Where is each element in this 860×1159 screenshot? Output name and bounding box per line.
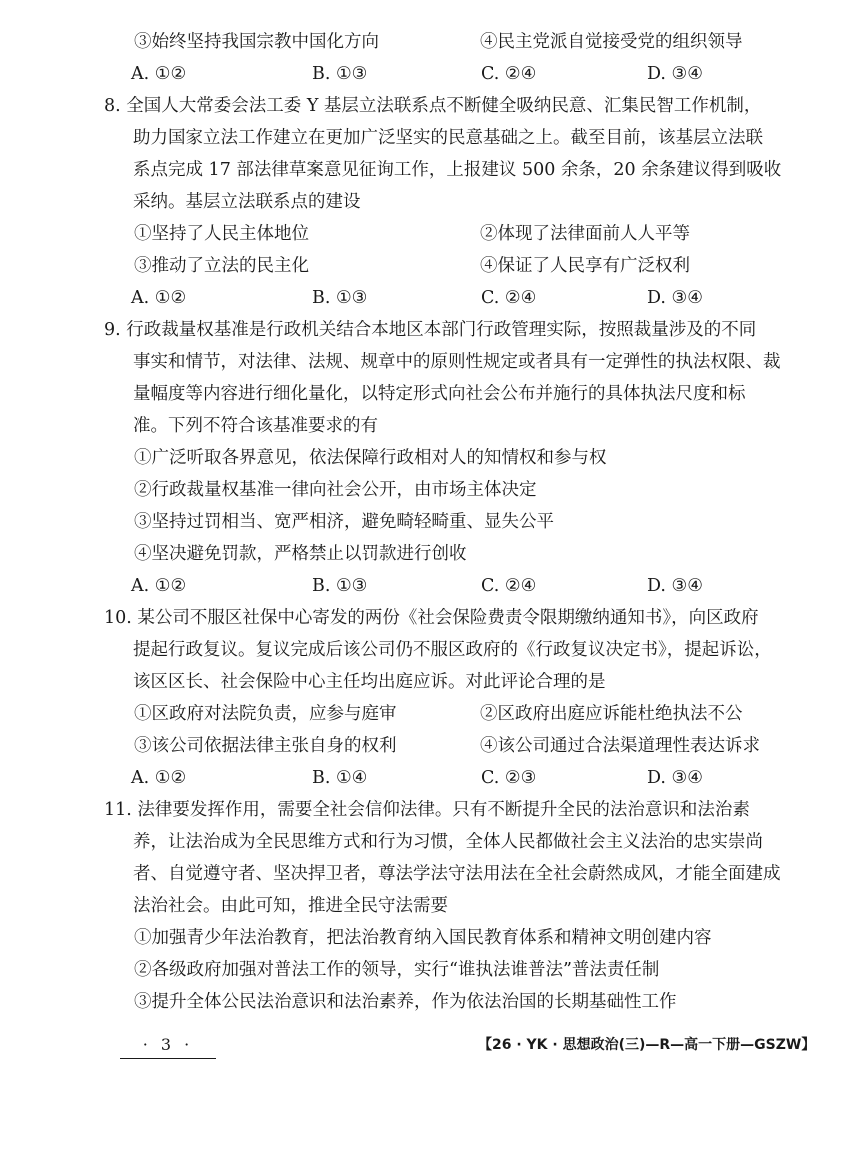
q9-statement-4: ④坚决避免罚款，严格禁止以罚款进行创收 [134,544,467,564]
q11-stem-line-3: 者、自觉遵守者、坚决捍卫者，尊法学法守法用法在全社会蔚然成风，才能全面建成 [133,864,781,884]
q10-choice-a: A. ①② [131,768,187,788]
q9-stem-line-4: 准。下列不符合该基准要求的有 [133,416,378,436]
q11-statement-2: ②各级政府加强对普法工作的领导，实行“谁执法谁普法”普法责任制 [134,960,660,980]
q10-stem-line-1: 10. 某公司不服区社保中心寄发的两份《社会保险费责令限期缴纳通知书》，向区政府 [104,608,759,628]
q9-choice-d: D. ③④ [647,576,703,596]
q8-choice-b: B. ①③ [312,288,368,308]
q10-statement-4: ④该公司通过合法渠道理性表达诉求 [480,736,760,756]
q11-stem-line-4: 法治社会。由此可知，推进全民守法需要 [133,896,448,916]
q10-stem-line-3: 该区区长、社会保险中心主任均出庭应诉。对此评论合理的是 [133,672,606,692]
exam-code: 【26 · YK · 思想政治(三)—R—高一下册—GSZW】 [478,1037,816,1053]
q7-choice-a: A. ①② [131,64,187,84]
q8-stem-line-3: 系点完成 17 部法律草案意见征询工作，上报建议 500 余条，20 余条建议得到吸收 [133,160,782,180]
q10-choice-d: D. ③④ [647,768,703,788]
q11-statement-1: ①加强青少年法治教育，把法治教育纳入国民教育体系和精神文明创建内容 [134,928,712,948]
q9-stem-line-1: 9. 行政裁量权基准是行政机关结合本地区本部门行政管理实际，按照裁量涉及的不同 [104,320,757,340]
q9-statement-1: ①广泛听取各界意见，依法保障行政相对人的知情权和参与权 [134,448,607,468]
q7-statement-3: ③始终坚持我国宗教中国化方向 [134,32,379,52]
q8-choice-c: C. ②④ [481,288,537,308]
q10-stem-line-2: 提起行政复议。复议完成后该公司仍不服区政府的《行政复议决定书》，提起诉讼， [133,640,772,660]
q7-choice-d: D. ③④ [647,64,703,84]
q11-stem-line-1: 11. 法律要发挥作用，需要全社会信仰法律。只有不断提升全民的法治意识和法治素 [104,800,750,820]
q8-stem-line-4: 采纳。基层立法联系点的建设 [133,192,361,212]
q10-statement-2: ②区政府出庭应诉能杜绝执法不公 [480,704,743,724]
q7-choice-c: C. ②④ [481,64,537,84]
q7-statement-4: ④民主党派自觉接受党的组织领导 [480,32,743,52]
q9-statement-2: ②行政裁量权基准一律向社会公开，由市场主体决定 [134,480,537,500]
q8-choice-a: A. ①② [131,288,187,308]
q9-choice-a: A. ①② [131,576,187,596]
q11-statement-3: ③提升全体公民法治意识和法治素养，作为依法治国的长期基础性工作 [134,992,677,1012]
q9-choice-b: B. ①③ [312,576,368,596]
q8-statement-3: ③推动了立法的民主化 [134,256,309,276]
q8-stem-line-1: 8. 全国人大常委会法工委 Y 基层立法联系点不断健全吸纳民意、汇集民智工作机制， [104,96,762,116]
q10-statement-3: ③该公司依据法律主张自身的权利 [134,736,397,756]
q10-choice-b: B. ①④ [312,768,368,788]
q8-choice-d: D. ③④ [647,288,703,308]
q10-statement-1: ①区政府对法院负责，应参与庭审 [134,704,397,724]
q8-statement-4: ④保证了人民享有广泛权利 [480,256,690,276]
q10-choice-c: C. ②③ [481,768,537,788]
q9-statement-3: ③坚持过罚相当、宽严相济，避免畸轻畸重、显失公平 [134,512,554,532]
q9-stem-line-3: 量幅度等内容进行细化量化，以特定形式向社会公布并施行的具体执法尺度和标 [133,384,746,404]
q8-statement-1: ①坚持了人民主体地位 [134,224,309,244]
q8-stem-line-2: 助力国家立法工作建立在更加广泛坚实的民意基础之上。截至目前，该基层立法联 [133,128,763,148]
q8-statement-2: ②体现了法律面前人人平等 [480,224,690,244]
page-number: · 3 · [120,1032,216,1059]
q11-stem-line-2: 养，让法治成为全民思维方式和行为习惯，全体人民都做社会主义法治的忠实崇尚 [133,832,763,852]
q7-choice-b: B. ①③ [312,64,368,84]
q9-stem-line-2: 事实和情节，对法律、法规、规章中的原则性规定或者具有一定弹性的执法权限、裁 [133,352,781,372]
q9-choice-c: C. ②④ [481,576,537,596]
